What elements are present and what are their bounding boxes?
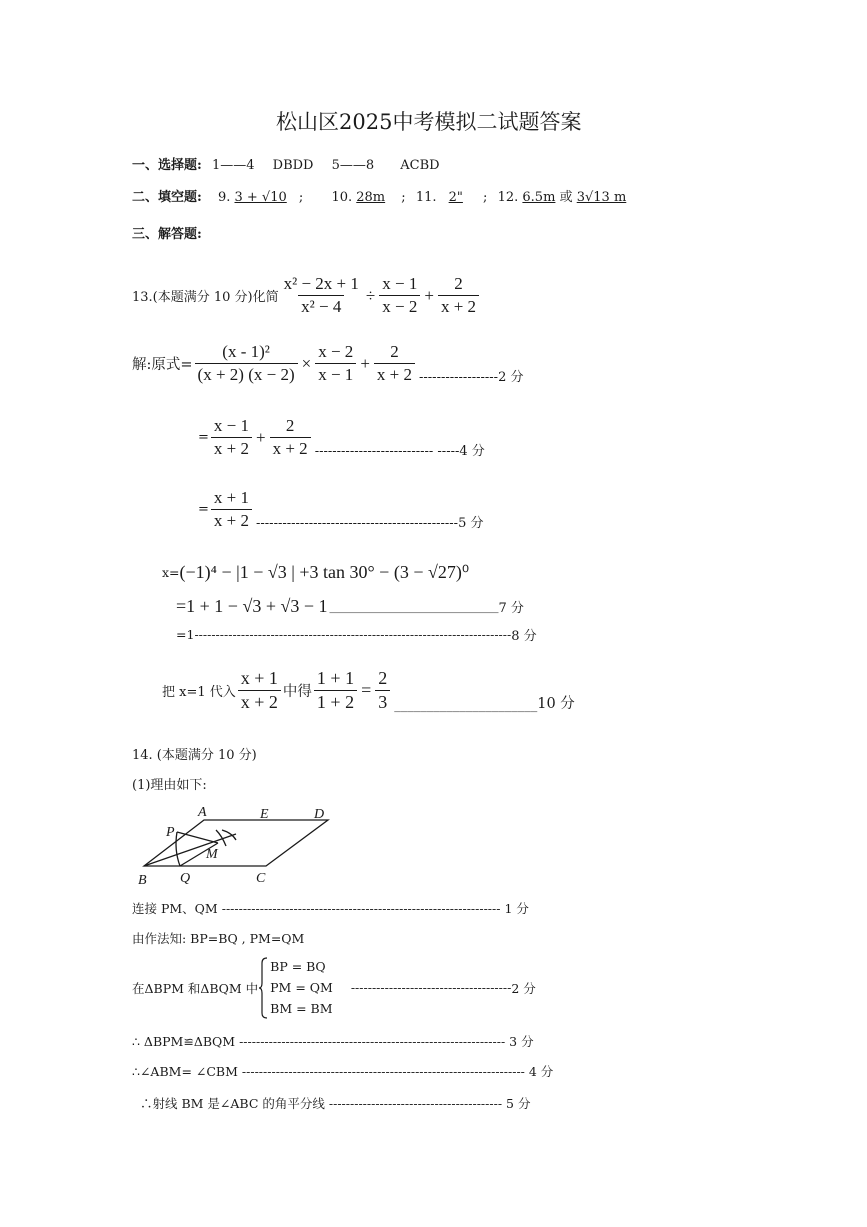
equation: BM = BM [270, 1001, 333, 1016]
q13-step-1 [132, 342, 523, 385]
answers-1-4: DBDD [272, 158, 314, 173]
q11-number: 11. [415, 190, 437, 205]
dash-leader: -------------------------------------- [350, 980, 512, 995]
q10-number: 10. [331, 190, 353, 205]
q10-answer: 28m [356, 190, 386, 205]
section-label: 一、选择题: [132, 158, 202, 173]
line-text: ∴ ΔBPM≌ΔBQM [132, 1034, 236, 1049]
q14-part-1: (1)理由如下: [132, 778, 207, 793]
score: 7 分 [498, 601, 524, 616]
section-problems: 三、解答题: [132, 227, 202, 242]
dash-leader: ---------------------------------------------- [256, 516, 459, 531]
x-calc-line-2 [176, 596, 524, 617]
fraction: $\frac{\text{(x - 1)²}}{(x + 2) (x - 2)}$ [195, 342, 298, 385]
x-result: =1 [176, 627, 195, 642]
fraction: $\frac{2}{x + 2}$ [438, 274, 479, 317]
fraction: $\frac{x + 1}{x + 2}$ [211, 488, 252, 531]
substitute-text: 把 x=1 代入 [162, 685, 236, 700]
substitute-text-2: 中得 [282, 684, 312, 700]
score: 5 分 [506, 1096, 531, 1111]
label-p: P [166, 825, 175, 840]
score: 3 分 [509, 1034, 534, 1049]
dash-leader: --------------------------- ----- [314, 444, 460, 459]
q14-line-5 [132, 1062, 553, 1080]
dash-leader: --------------------------------------------------------------------------- [194, 627, 512, 642]
fraction: $\frac{x - 2}{x - 1}$ [315, 342, 356, 385]
fraction: $\frac{2}{x + 2}$ [270, 416, 311, 459]
label-m: M [206, 847, 218, 862]
score: 8 分 [511, 629, 537, 644]
dash-leader: ______________________ [394, 698, 538, 713]
q13-question [132, 274, 481, 317]
line-text: 连接 PM、QM [132, 901, 218, 916]
q13-header: 13.(本题满分 10 分)化简 [132, 290, 279, 305]
dash-leader: ------------------------------------------------------------------ [221, 901, 501, 916]
fraction: $\frac{x - 1}{x - 2}$ [379, 274, 420, 317]
separator: ; [401, 190, 406, 205]
score: 4 分 [528, 1064, 554, 1079]
dash-leader: --------------------------------------------------------------- [239, 1034, 506, 1049]
equals-sign: = [198, 502, 209, 517]
fraction: $\frac{x + 1}{x + 2}$ [238, 668, 281, 713]
dash-leader: ------------------------------------------------------------------- [241, 1064, 525, 1079]
section-multiple-choice [132, 154, 440, 173]
parallelogram-figure [132, 800, 342, 892]
separator: ; [298, 190, 304, 205]
q14-line-2: 由作法知: BP=BQ , PM=QM [132, 931, 305, 946]
plus-sign: + [424, 285, 434, 305]
score: 10 分 [537, 696, 575, 712]
label-q: Q [180, 871, 191, 886]
div-sign: ÷ [365, 285, 376, 305]
fraction: $\frac{1 + 1}{1 + 2}$ [314, 668, 357, 713]
q12-number: 12. [497, 190, 519, 205]
fraction: $\frac{2}{3}$ [375, 668, 390, 713]
section-fill-blank [132, 186, 626, 205]
q14-line-4 [132, 1032, 534, 1050]
label-c: C [256, 871, 266, 886]
score: 2 分 [511, 980, 536, 996]
plus-sign: + [360, 353, 370, 373]
q9-answer: 3 + √10 [234, 190, 287, 205]
score: 2 分 [498, 370, 524, 385]
answers-5-8: ACBD [400, 158, 440, 173]
q11-answer: 2" [448, 190, 463, 205]
q13-step-3 [198, 488, 483, 531]
x-simplify: =1 + 1 − √3 + √3 − 1 [176, 596, 328, 616]
fraction: $\frac{x - 1}{x + 2}$ [211, 416, 252, 459]
q12-answer-b: 3√13 m [576, 190, 627, 205]
equation: PM = QM [270, 980, 333, 995]
x-calc-line-1 [162, 562, 469, 583]
left-brace [258, 957, 268, 1019]
dash-leader: __________________________ [329, 599, 499, 614]
line-text: ∴射线 BM 是∠ABC 的角平分线 [140, 1096, 325, 1111]
q14-line-6 [140, 1094, 530, 1112]
fraction: $\frac{2}{x + 2}$ [374, 342, 415, 385]
segment-pm [177, 832, 218, 843]
q13-substitution [162, 668, 575, 713]
equation-system [270, 956, 333, 1019]
times-sign: × [301, 353, 312, 373]
x-calc-line-3 [176, 625, 537, 644]
fraction: $\frac{\text{x² − 2x + 1}}{\text{x² − 4}}$ [283, 274, 359, 316]
range-5-8: 5——8 [331, 158, 375, 173]
score: 5 分 [458, 516, 484, 531]
score: 1 分 [504, 901, 529, 916]
q14-header: 14. (本题满分 10 分) [132, 748, 257, 763]
arc-pq [176, 832, 180, 866]
q12-answer-a: 6.5m [522, 190, 556, 205]
q12-or: 或 [559, 190, 573, 205]
q14-line-3 [132, 956, 536, 1019]
solution-label: 解:原式= [132, 357, 193, 373]
equals-sign: = [198, 430, 209, 445]
label-e: E [260, 807, 269, 822]
score: 4 分 [459, 444, 485, 459]
separator: ; [483, 190, 488, 205]
range-1-4: 1——4 [211, 158, 255, 173]
section-label: 二、填空题: [132, 190, 202, 205]
dash-leader: ------------------ [419, 370, 499, 385]
label-d: D [314, 807, 325, 822]
equation: BP = BQ [270, 959, 326, 974]
equals-sign: = [361, 680, 372, 700]
x-label: x= [162, 565, 180, 580]
q13-step-2 [198, 416, 485, 459]
line-text: 在ΔBPM 和ΔBQM 中 [132, 980, 259, 996]
line-text: ∴∠ABM= ∠CBM [132, 1064, 238, 1079]
plus-sign: + [256, 427, 266, 447]
q9-number: 9. [217, 190, 231, 205]
q14-line-1 [132, 899, 529, 917]
x-expression: (−1)⁴ − |1 − √3 | +3 tan 30° − (3 − √27)⁰ [179, 562, 470, 582]
dash-leader: ----------------------------------------- [328, 1096, 503, 1111]
page-title: 松山区2025中考模拟二试题答案 [276, 110, 582, 134]
label-a: A [198, 805, 207, 820]
label-b: B [138, 873, 147, 888]
